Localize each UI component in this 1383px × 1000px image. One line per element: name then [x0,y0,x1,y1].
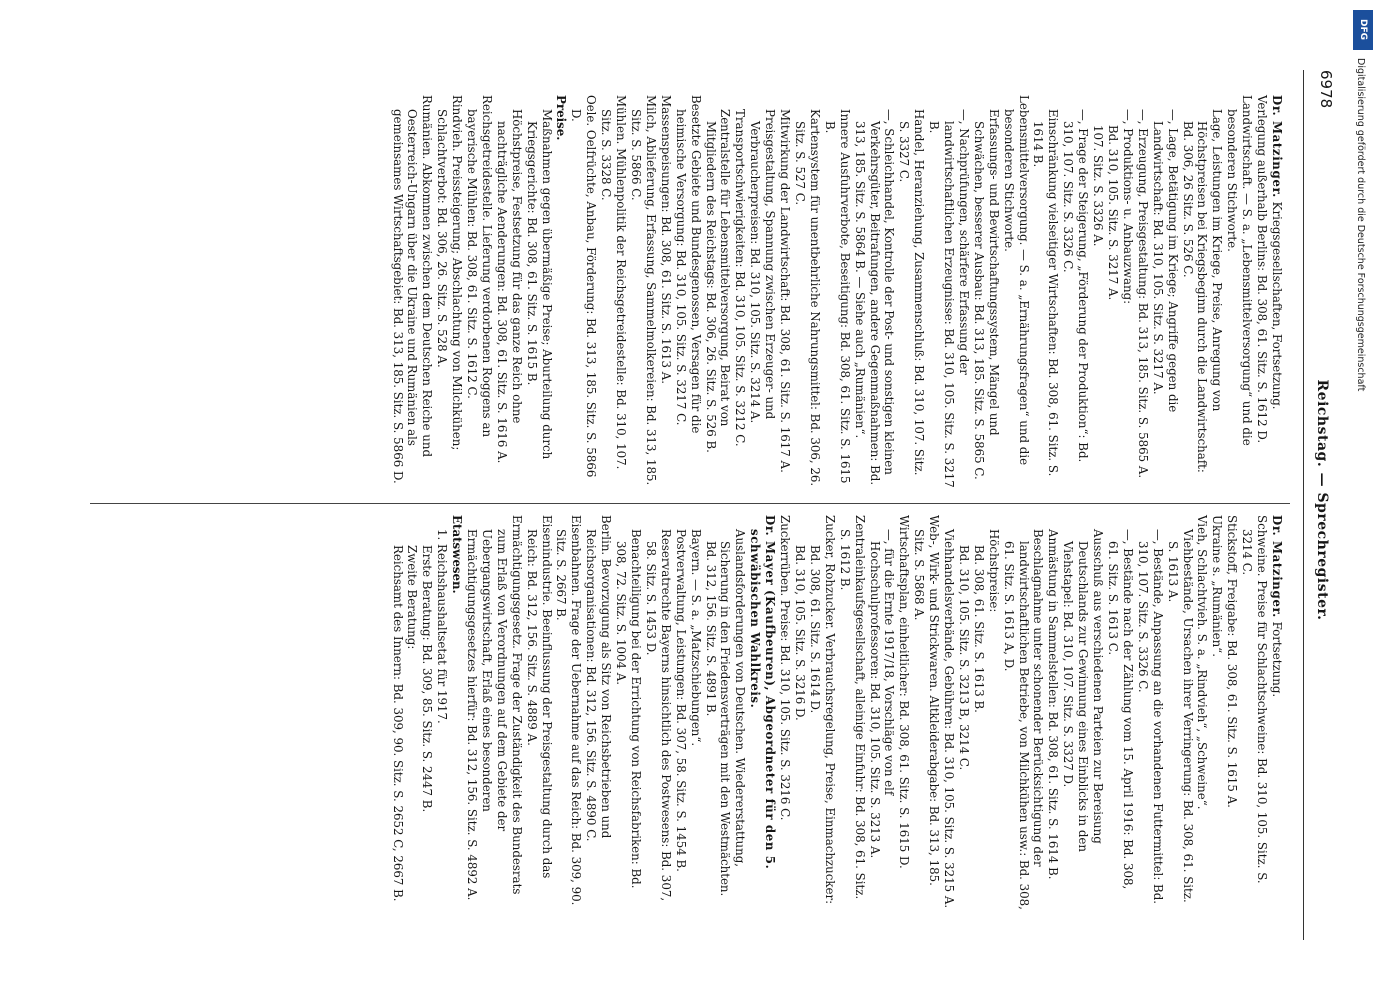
index-entry: Bd. 308, 61. Sitz. S. 1614 D. [807,545,822,714]
index-entry: Mühlen. Mühlenpolitik der Reichsgetreidestelle: Bd. 310, 107. Sitz. S. 3328 C. [599,95,629,470]
index-entry: Erfassungs- und Bewirtschaftungssystem, Mängel und Schwächen, besserer Ausbau: Bd. 313, 185. Sitz. S. 5865 C. [971,109,1001,480]
page-header [1292,0,1350,1000]
digitization-banner [1351,0,1375,1000]
index-entry: Dr. Mayer (Kaufbeuren), Abgeordneter für den 5. schwäbischen Wahlkreis. [748,515,778,870]
index-entry: Zentraleinkaufsgesellschaft, alleinige Einfuhr: Bd. 308, 61. Sitz. S. 1612 B. [837,515,867,900]
index-entry: Maßnahmen gegen übermäßige Preise; Aburteilung durch Kriegsgerichte: Bd. 308, 61. Sitz. S. 1615 B. [524,109,554,460]
index-entry: —, Erzeugung, Preisgestaltung: Bd. 313, 185. Sitz. S. 5865 A. [1135,109,1150,479]
index-entry: Web-, Wirk- und Strickwaren. Altkleiderabgabe: Bd. 313, 185. Sitz. S. 5868 A. [912,515,942,886]
heading-subtitle: Fortsetzung. [1270,621,1284,698]
index-entry: Rumänien. Abkommen zwischen dem Deutschen Reiche und Oesterreich-Ungarn über die Ukraine und Rumänien als gemeinsames Wirtschaftsgebiet: Bd. 313, 185. Sitz. S. 5866 D. [390,95,435,484]
index-entry: Bd. 310, 105. Sitz. S. 3216 D. [793,545,807,721]
page-number: 6978 [1317,70,1335,109]
column-divider [90,503,1290,504]
index-entry: Erste Beratung: Bd. 309, 85. Sitz. S. 2447 B. [420,545,435,813]
index-entry: Innere Ausfuhrverbote, Beseitigung: Bd. 308, 61. Sitz. S. 1615 B. [822,109,852,484]
index-entry: 107. Sitz. S. 3326 A. [1091,125,1106,247]
index-entry: Ausschuß aus verschiedenen Parteien zur Bereisung Deutschlands zur Gewinnung eines Einblicks in den Viehstapel: Bd. 310, 107. Sitz. S. 3327 D. [1061,529,1106,852]
index-entry: Wirtschaftsplan, einheitlicher: Bd. 308, 61. Sitz. S. 1615 D. [897,515,912,869]
index-entry: Vieh, Schlachtvieh. S. a. „Rindvieh“, „Schweine“. [1195,515,1210,810]
index-entry: Reichsamt des Innern: Bd. 309, 90. Sitz. S. 2652 C, 2667 B. [390,545,405,902]
person-name: Dr. Matzinger. [1270,515,1284,618]
person-name: Dr. Matzinger. [1270,95,1284,198]
index-entry: Etatswesen. [450,515,465,594]
index-entry: —, Schleichhandel, Kontrolle der Post- und sonstigen kleinen Verkehrsgüter, Beitrafungen, andere Gegenmaßnahmen: Bd. 313, 185. Sitz. S. 5864 B. — Siehe auch „Rumänien“. [852,109,897,486]
index-entry: —, Nachprüfungen, schärfere Erfassung der landwirtschaftlichen Erzeugnisse: Bd. 310, 105. Sitz. S. 3217 B. [927,109,971,488]
index-entry: Transportschwierigkeiten: Bd. 310, 105. Sitz. S. 3212 C. [733,109,748,447]
header-rule [1303,70,1304,940]
index-entry: —, Lage, Betätigung im Kriege; Angriffe gegen die Landwirtschaft: Bd. 310, 105. Sitz. S. 3217 A. [1150,109,1180,413]
index-entry: Ukraine s. „Rumänien“. [1210,515,1225,657]
left-column [390,95,1284,490]
index-entry: Eisenindustrie. Beeinflussung der Preisgestaltung durch das Reich: Bd. 312, 156. Sitz. S. 4889 A. [524,515,554,879]
index-entry: Reichsgetreidestelle. Lieferung verdorbenen Roggens an bayerische Mühlen: Bd. 308, 61. Sitz. S. 1612 C. [465,95,494,438]
index-entry: Zucker, Rohzucker. Verbrauchsregelung, Preise, Einmachzucker: [822,515,837,905]
index-entry: Lebensmittelversorgung. — S. a. „Ernährungsfragen“ und die besonderen Stichworte. [1001,95,1031,466]
index-entry: Reservatrechte Bayerns hinsichtlich des Postwesens: Bd. 307, 58. Sitz. S. 1453 D. [643,529,673,902]
heading-subtitle: Kriegsgesellschaften, Fortsetzung. [1270,201,1284,410]
index-entry: Oele. Oelfrüchte, Anbau, Förderung: Bd. 313, 185. Sitz. S. 5866 D. [569,95,599,478]
index-entry: Beschlagnahme unter schonender Berücksichtigung der landwirtschaftlichen Betriebe, von Milchkühen usw.: Bd. 308, 61. Sitz. S. 1613 A, D. [1001,529,1046,910]
index-entry: —, Bestände nach der Zählung vom 15. April 1916: Bd. 308, 61. Sitz. S. 1613 C. [1106,529,1135,890]
index-entry: Milch, Ablieferung, Erfassung, Sammelmolkereien: Bd. 313, 185. Sitz. S. 5866 C. [629,95,658,486]
index-entry: Bd. 310, 105. Sitz. S. 3213 B, 3214 C. [956,545,971,771]
index-entry: Höchstpreise: [986,529,1001,613]
index-entry: —, Bestände, Anpassung an die vorhandenen Futtermittel: Bd. 310, 107. Sitz. S. 3326 C. [1135,529,1165,905]
left-column-heading [1269,95,1284,490]
index-entry: Rindvieh. Preissteigerung; Abschlachtung von Milchkühen; Schlachtverbot: Bd. 306, 26. Sitz. S. 528 A. [435,95,465,451]
index-entry: Eisenbahnen. Frage der Uebernahme auf das Reich: Bd. 309, 90. Sitz. S. 2667 B. [554,515,584,906]
index-entry: Kartensystem für unentbehrliche Nahrungsmittel: Bd. 306, 26. Sitz. S. 527 C. [793,109,822,487]
index-entry: Berlin. Bevorzugung als Sitz von Reichsbetrieben und Reichsorganisationen: Bd. 312, 156. Sitz. S. 4890 C. [584,515,614,842]
index-entry: Verlegung außerhalb Berlins: Bd. 308, 61. Sitz. S. 1612 D. [1255,95,1270,444]
index-entry: Ermächtigungsgesetz. Frage der Zuständigkeit des Bundesrats zum Erlaß von Verordnungen auf dem Gebiete der Uebergangswirtschaft, Erlaß eines besonderen Ermächtigungsgesetzes hierfür: Bd. 312, 156. Sitz. S. 4892 A. [465,515,524,901]
index-entry: Preise. [554,95,569,141]
index-entry: Einschränkung vielseitiger Wirtschaften: Bd. 308, 61. Sitz. S. 1614 B. [1031,109,1061,477]
right-column-heading [1269,515,1284,910]
index-entry: Postverwaltung, Leistungen: Bd. 307, 58. Sitz. S. 1454 B. [673,529,688,872]
running-title: Reichstag. — Sprechregister. [1314,379,1330,621]
index-entry: —, für die Ernte 1917/18, Vorschläge von elf Hochschulprofessoren: Bd. 310, 105. Sitz. S. 3213 A. [867,529,897,859]
index-entry: Landwirtschaft. — S. a. „Lebensmittelversorgung“ und die besonderen Stichworte. [1225,95,1255,446]
index-entry: 1. Reichshaushaltsetat für 1917. [435,529,450,724]
index-entry: Zentralstelle für Lebensmittelversorgung, Beirat von Mitgliedern des Reichstags: Bd. 306, 26. Sitz. S. 526 B. [703,109,733,453]
index-entry: —, Produktions- u. Anbauzwang: [1120,109,1135,305]
index-entry: Anmästung in Sammelstellen: Bd. 308, 61. Sitz. S. 1614 B. [1046,529,1061,880]
index-entry: Bayern. — S. a. „Matzschiebungen“. [688,529,703,747]
digitization-note: Digitalisierung gefördert durch die Deutsche Forschungsgemeinschaft [1355,58,1366,392]
index-entry: Viehhandelsverbände, Gebühren: Bd. 310, 105. Sitz. S. 3215 A. [942,529,957,909]
index-entry: Massenspeisungen: Bd. 308, 61. Sitz. S. 1613 A. [658,95,673,385]
index-entry: Zuckerrüben. Preise: Bd. 310, 105. Sitz. S. 3216 C. [778,515,793,821]
right-column [390,515,1284,910]
index-entry: —, Frage der Steigerung, „Förderung der Produktion“: Bd. 310, 107. Sitz. S. 3326 C. [1061,109,1091,463]
index-entry: Mitwirkung der Landwirtschaft: Bd. 308, 61. Sitz. S. 1617 A. [778,109,793,473]
index-entry: Schweine. Preise für Schlachtschweine: Bd. 310, 105. Sitz. S. 3214 C. [1240,515,1270,884]
index-entry: Lage, Leistungen im Kriege, Preise, Anregung von Höchstpreisen bei Kriegsbeginn durch die Landwirtschaft: Bd. 306, 26 Sitz. S. 526 C. [1180,109,1225,473]
dfg-logo: DFG [1353,10,1373,50]
index-entry: Besetzte Gebiete und Bundesgenossen, Versagen für die heimische Versorgung: Bd. 310, 105. Sitz. S. 3217 C. [673,95,703,434]
index-entry: Bd. 310, 105. Sitz. S. 3217 A. [1106,125,1121,301]
index-entry: Zweite Beratung: [405,545,420,650]
index-entry: Höchstpreise, Festsetzung für das ganze Reich ohne nachträgliche Aenderungen: Bd. 308, 61. Sitz. S. 1616 A. [494,109,524,464]
index-entry: Handel, Heranziehung, Zusammenschluß: Bd. 310, 107. Sitz. S. 3327 C. [897,109,927,476]
index-entry: Benachteiligung bei der Errichtung von Reichsfabriken: Bd. 308, 72. Sitz. S. 1004 A. [614,529,644,889]
index-entry: Stickstoff, Freigabe: Bd. 308, 61. Sitz. S. 1615 A. [1225,515,1240,808]
index-entry: Bd. 308, 61. Sitz. S. 1613 B. [971,545,986,713]
index-entry: Auslandsforderungen von Deutschen. Wiedererstattung, Sicherung in den Friedensverträgen mit den Westmächten. Bd. 312, 156. Sitz. S. 4891 B. [703,529,748,897]
index-entry: Viehbestände, Ursachen ihrer Verringerung: Bd. 308, 61. Sitz. S. 1613 A. [1165,529,1195,903]
index-entry: Preisgestaltung, Spannung zwischen Erzeuger- und Verbraucherpreisen: Bd. 310, 105. Sitz. S. 3214 A. [748,109,778,424]
